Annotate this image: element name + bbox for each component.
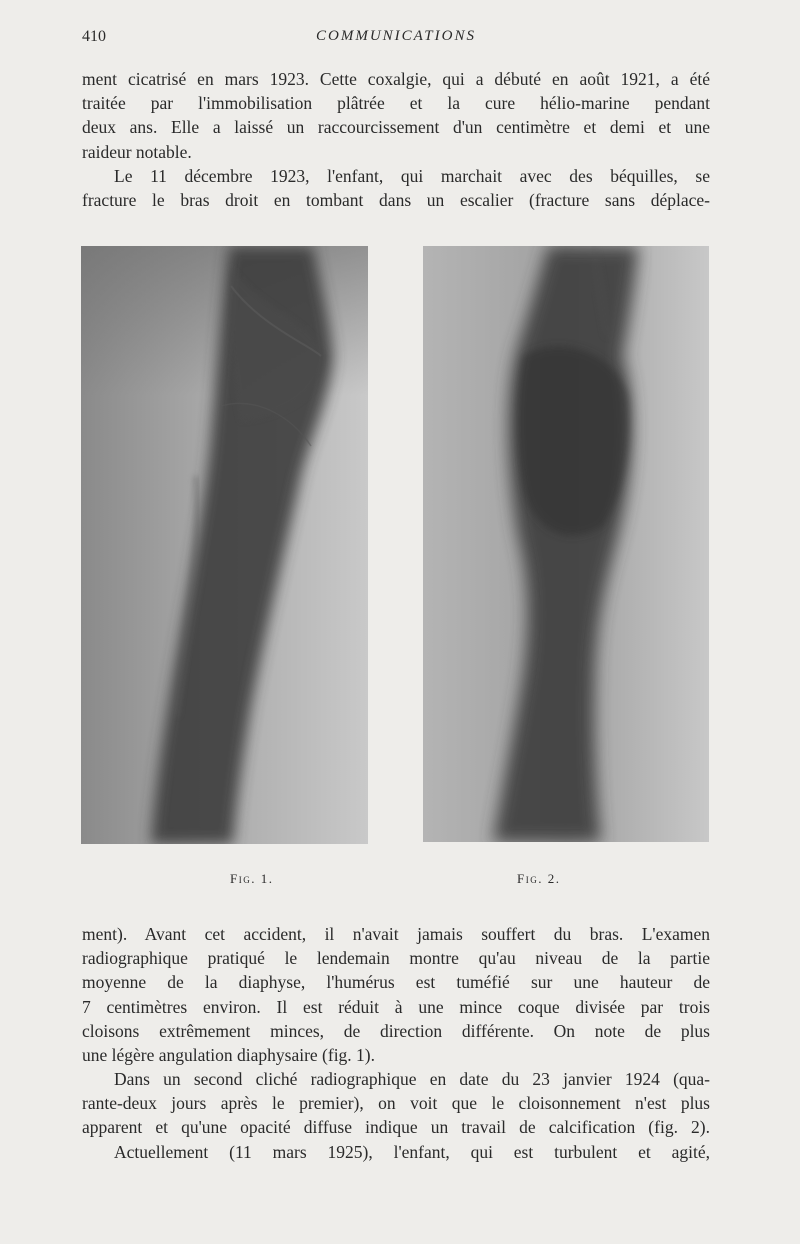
paragraph-top [82,67,710,164]
text-line: Le 11 décembre 1923, l'enfant, qui marchait avec des béquilles, se [114,166,710,186]
figure-1-caption: Fig. 1. [230,871,274,886]
paragraph-bottom [82,922,710,1067]
figure-2-caption: Fig. 2. [517,871,561,886]
text-line: apparent et qu'une opacité diffuse indique un travail de calcification (fig. 2). [82,1117,710,1138]
text-line: ment). Avant cet accident, il n'avait jamais souffert du bras. L'examen [82,924,710,944]
paragraph-second [82,164,710,212]
running-head: COMMUNICATIONS [316,28,476,44]
xray-image-2 [423,246,709,842]
figure-2-radiograph [423,246,709,842]
text-line: ment cicatrisé en mars 1923. Cette coxalgie, qui a débuté en août 1921, a été [82,69,710,89]
text-line: moyenne de la diaphyse, l'humérus est tuméfié sur une hauteur de [82,972,710,993]
paragraph-third [82,1067,710,1140]
text-line: Actuellement (11 mars 1925), l'enfant, qui est turbulent et agité, [114,1142,710,1162]
page-number: 410 [82,28,106,45]
xray-image-1 [81,246,368,844]
text-line: radiographique pratiqué le lendemain montre qu'au niveau de la partie [82,948,710,969]
text-line: rante-deux jours après le premier), on voit que le cloisonnement n'est plus [82,1093,710,1114]
text-line: traitée par l'immobilisation plâtrée et la cure hélio-marine pendant [82,93,710,114]
page-header [82,28,710,50]
text-line: 7 centimètres environ. Il est réduit à une mince coque divisée par trois [82,996,710,1017]
figure-1-radiograph [81,246,368,844]
text-line: raideur notable. [82,141,192,162]
text-line: une légère angulation diaphysaire (fig. 1). [82,1045,376,1066]
text-line: deux ans. Elle a laissé un raccourcissement d'un centimètre et demi et une [82,117,710,138]
text-line: fracture le bras droit en tombant dans un escalier (fracture sans déplace- [82,190,710,211]
text-line: cloisons extrêmement minces, de direction différente. On note de plus [82,1020,710,1041]
paragraph-fourth [82,1140,710,1164]
text-line: Dans un second cliché radiographique en date du 23 janvier 1924 (qua- [114,1069,710,1089]
